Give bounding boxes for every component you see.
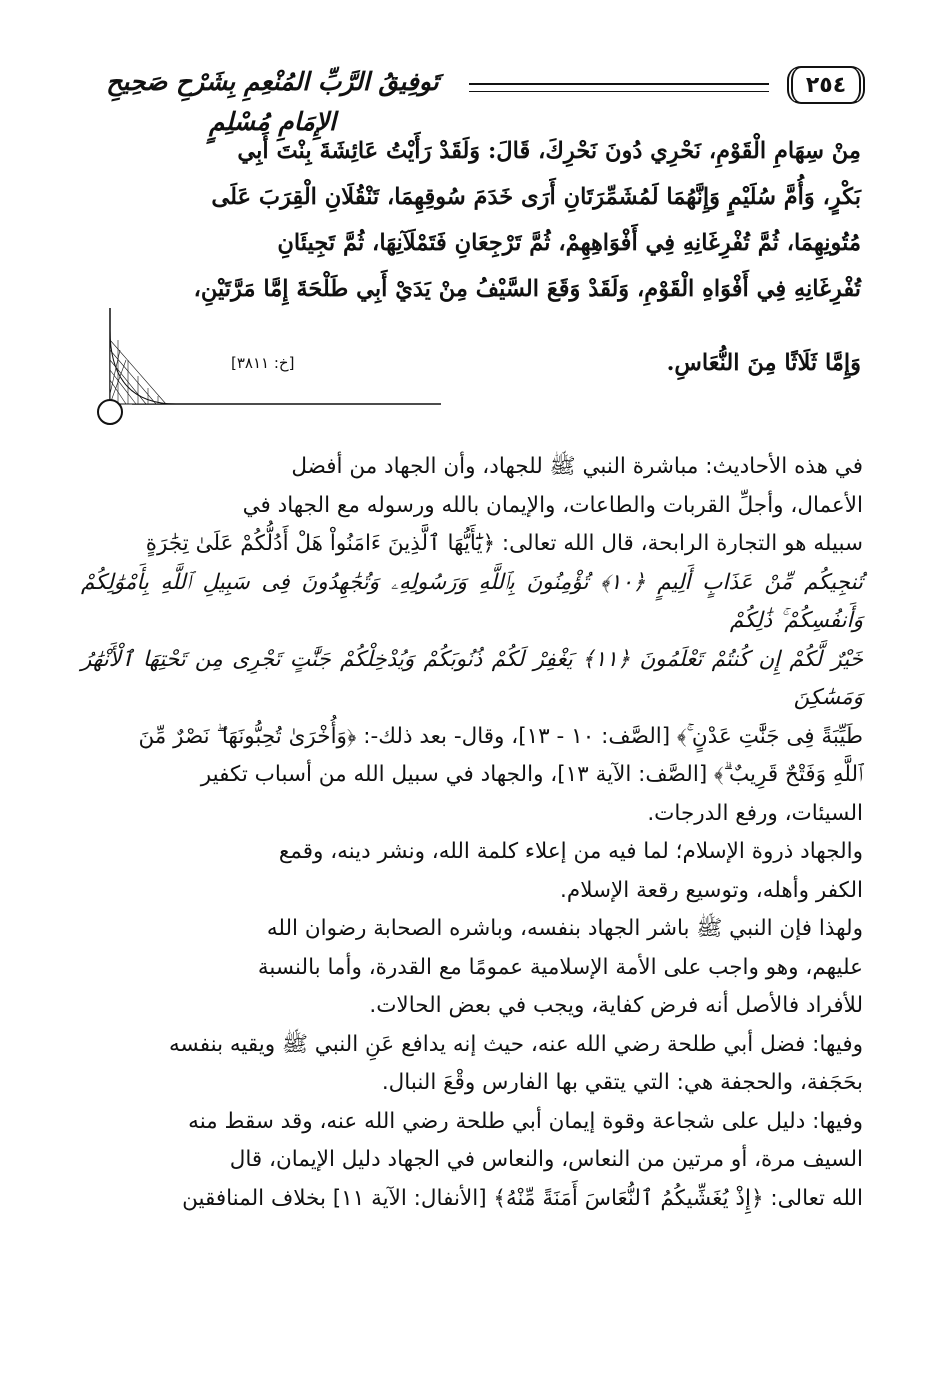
text-line: الأعمال، وأجلِّ القربات والطاعات، والإيمان بالله ورسوله مع الجهاد في	[242, 492, 863, 518]
paragraph	[81, 910, 863, 1026]
text-line: ولهذا فإن النبي ﷺ باشر الجهاد بنفسه، وباشره الصحابة رضوان الله	[266, 916, 863, 941]
paragraph	[81, 448, 863, 833]
text-line: الله تعالى: ﴿إِذْ يُغَشِّيكُمُ ٱلنُّعَاسَ أَمَنَةً مِّنْهُ﴾ [الأنفال: الآية ١١] بخلاف المنافقين	[182, 1185, 863, 1211]
text-line: طَيِّبَةً فِى جَنَّٰتِ عَدْنٍ ۚ﴾ [الصَّف: ١٠ - ١٣]، وقال- بعد ذلك-: ﴿وَأُخْرَىٰ تُحِبُّونَهَا ۖ نَصْرٌ مِّنَ	[138, 723, 863, 749]
hadith-text	[81, 128, 861, 312]
page-header	[80, 52, 865, 136]
corner-ornament-icon	[96, 300, 441, 448]
text-line: سبيله هو التجارة الرابحة، قال الله تعالى: ﴿يَٰٓأَيُّهَا ٱلَّذِينَ ءَامَنُواْ هَلْ أَدُلُّكُمْ عَلَىٰ تِجَٰرَةٍ	[145, 531, 863, 556]
hadith-line: وَإِمَّا ثَلَاثًا مِنَ النُّعَاسِ.	[666, 350, 861, 376]
hadith-line: مِنْ سِهَامِ الْقَوْمِ، نَحْرِي دُونَ نَحْرِكَ، قَالَ: وَلَقَدْ رَأَيْتُ عَائِشَةَ بِنْتَ أَبِي	[237, 138, 861, 164]
text-line: السيف مرة، أو مرتين من النعاس، والنعاس في الجهاد دليل الإيمان، قال	[229, 1147, 863, 1172]
paragraph	[81, 1026, 863, 1103]
book-title: تَوفِيقُ الرَّبِّ المُنْعِمِ بِشَرْحِ صَحِيحِ الإِمَامِ مُسْلِمٍ	[106, 67, 439, 136]
text-line: ٱللَّهِ وَفَتْحٌ قَرِيبٌ ۗ﴾ [الصَّف: الآية ١٣]، والجهاد في سبيل الله من أسباب تكفير	[200, 762, 863, 787]
paragraph	[81, 833, 863, 910]
hadith-line: بَكْرٍ، وَأُمَّ سُلَيْمٍ وَإِنَّهُمَا لَمُشَمِّرَتَانِ أَرَى خَدَمَ سُوقِهِمَا، تَنْقُلَانِ الْقِرَبَ عَلَى	[211, 184, 861, 210]
header-rule	[469, 83, 769, 92]
text-line: وفيها: فضل أبي طلحة رضي الله عنه، حيث إنه يدافع عَنِ النبي ﷺ ويقيه بنفسه	[169, 1031, 863, 1057]
text-line: والجهاد ذروة الإسلام؛ لما فيه من إعلاء كلمة الله، ونشر دينه، وقمع	[278, 839, 863, 864]
text-line: عليهم، وهو واجب على الأمة الإسلامية عمومًا مع القدرة، وأما بالنسبة	[257, 954, 863, 980]
commentary-body	[81, 448, 863, 1218]
text-line: بحَجَفة، والحجفة هي: التي يتقي بها الفارس وقْعَ النبال.	[381, 1070, 863, 1095]
text-line: السيئات، ورفع الدرجات.	[647, 800, 863, 826]
text-line: الكفر وأهله، وتوسيع رقعة الإسلام.	[560, 877, 863, 903]
paragraph	[81, 1103, 863, 1219]
hadith-line: مُتُونِهِمَا، ثُمَّ تُفْرِغَانِهِ فِي أَفْوَاهِهِمْ، ثُمَّ تَرْجِعَانِ فَتَمْلَآنِهَا، ثُمَّ تَجِيئَانِ	[277, 230, 861, 256]
page-number-frame	[787, 66, 865, 104]
quran-line: خَيْرٌ لَّكُمْ إِن كُنتُمْ تَعْلَمُونَ ﴿١١﴾ يَغْفِرْ لَكُمْ ذُنُوبَكُمْ وَيُدْخِلْكُمْ جَنَّٰتٍ تَجْرِى مِن تَحْتِهَا ٱلْأَنْهَٰرُ وَمَسَٰكِنَ	[81, 646, 863, 710]
text-line: في هذه الأحاديث: مباشرة النبي ﷺ للجهاد، وأن الجهاد من أفضل	[291, 454, 863, 479]
hadith-reference: [خ: ٣٨١١]	[231, 354, 295, 372]
text-line: وفيها: دليل على شجاعة وقوة إيمان أبي طلحة رضي الله عنه، وقد سقط منه	[188, 1108, 863, 1134]
text-line: للأفراد فالأصل أنه فرض كفاية، ويجب في بعض الحالات.	[369, 993, 863, 1018]
hadith-line: تُفْرِغَانِهِ فِي أَفْوَاهِ الْقَوْمِ، وَلَقَدْ وَقَعَ السَّيْفُ مِنْ يَدَيْ أَبِي طَلْحَةَ إِمَّا مَرَّتَيْنِ،	[193, 276, 861, 302]
page-number: ٢٥٤	[805, 72, 847, 98]
quran-line: تُنجِيكُم مِّنْ عَذَابٍ أَلِيمٍ ﴿١٠﴾ تُؤْمِنُونَ بِٱللَّهِ وَرَسُولِهِۦ وَتُجَٰهِدُونَ فِى سَبِيلِ ٱللَّهِ بِأَمْوَٰلِكُمْ وَأَنفُسِكُمْ ۚ ذَٰلِكُمْ	[81, 569, 863, 633]
